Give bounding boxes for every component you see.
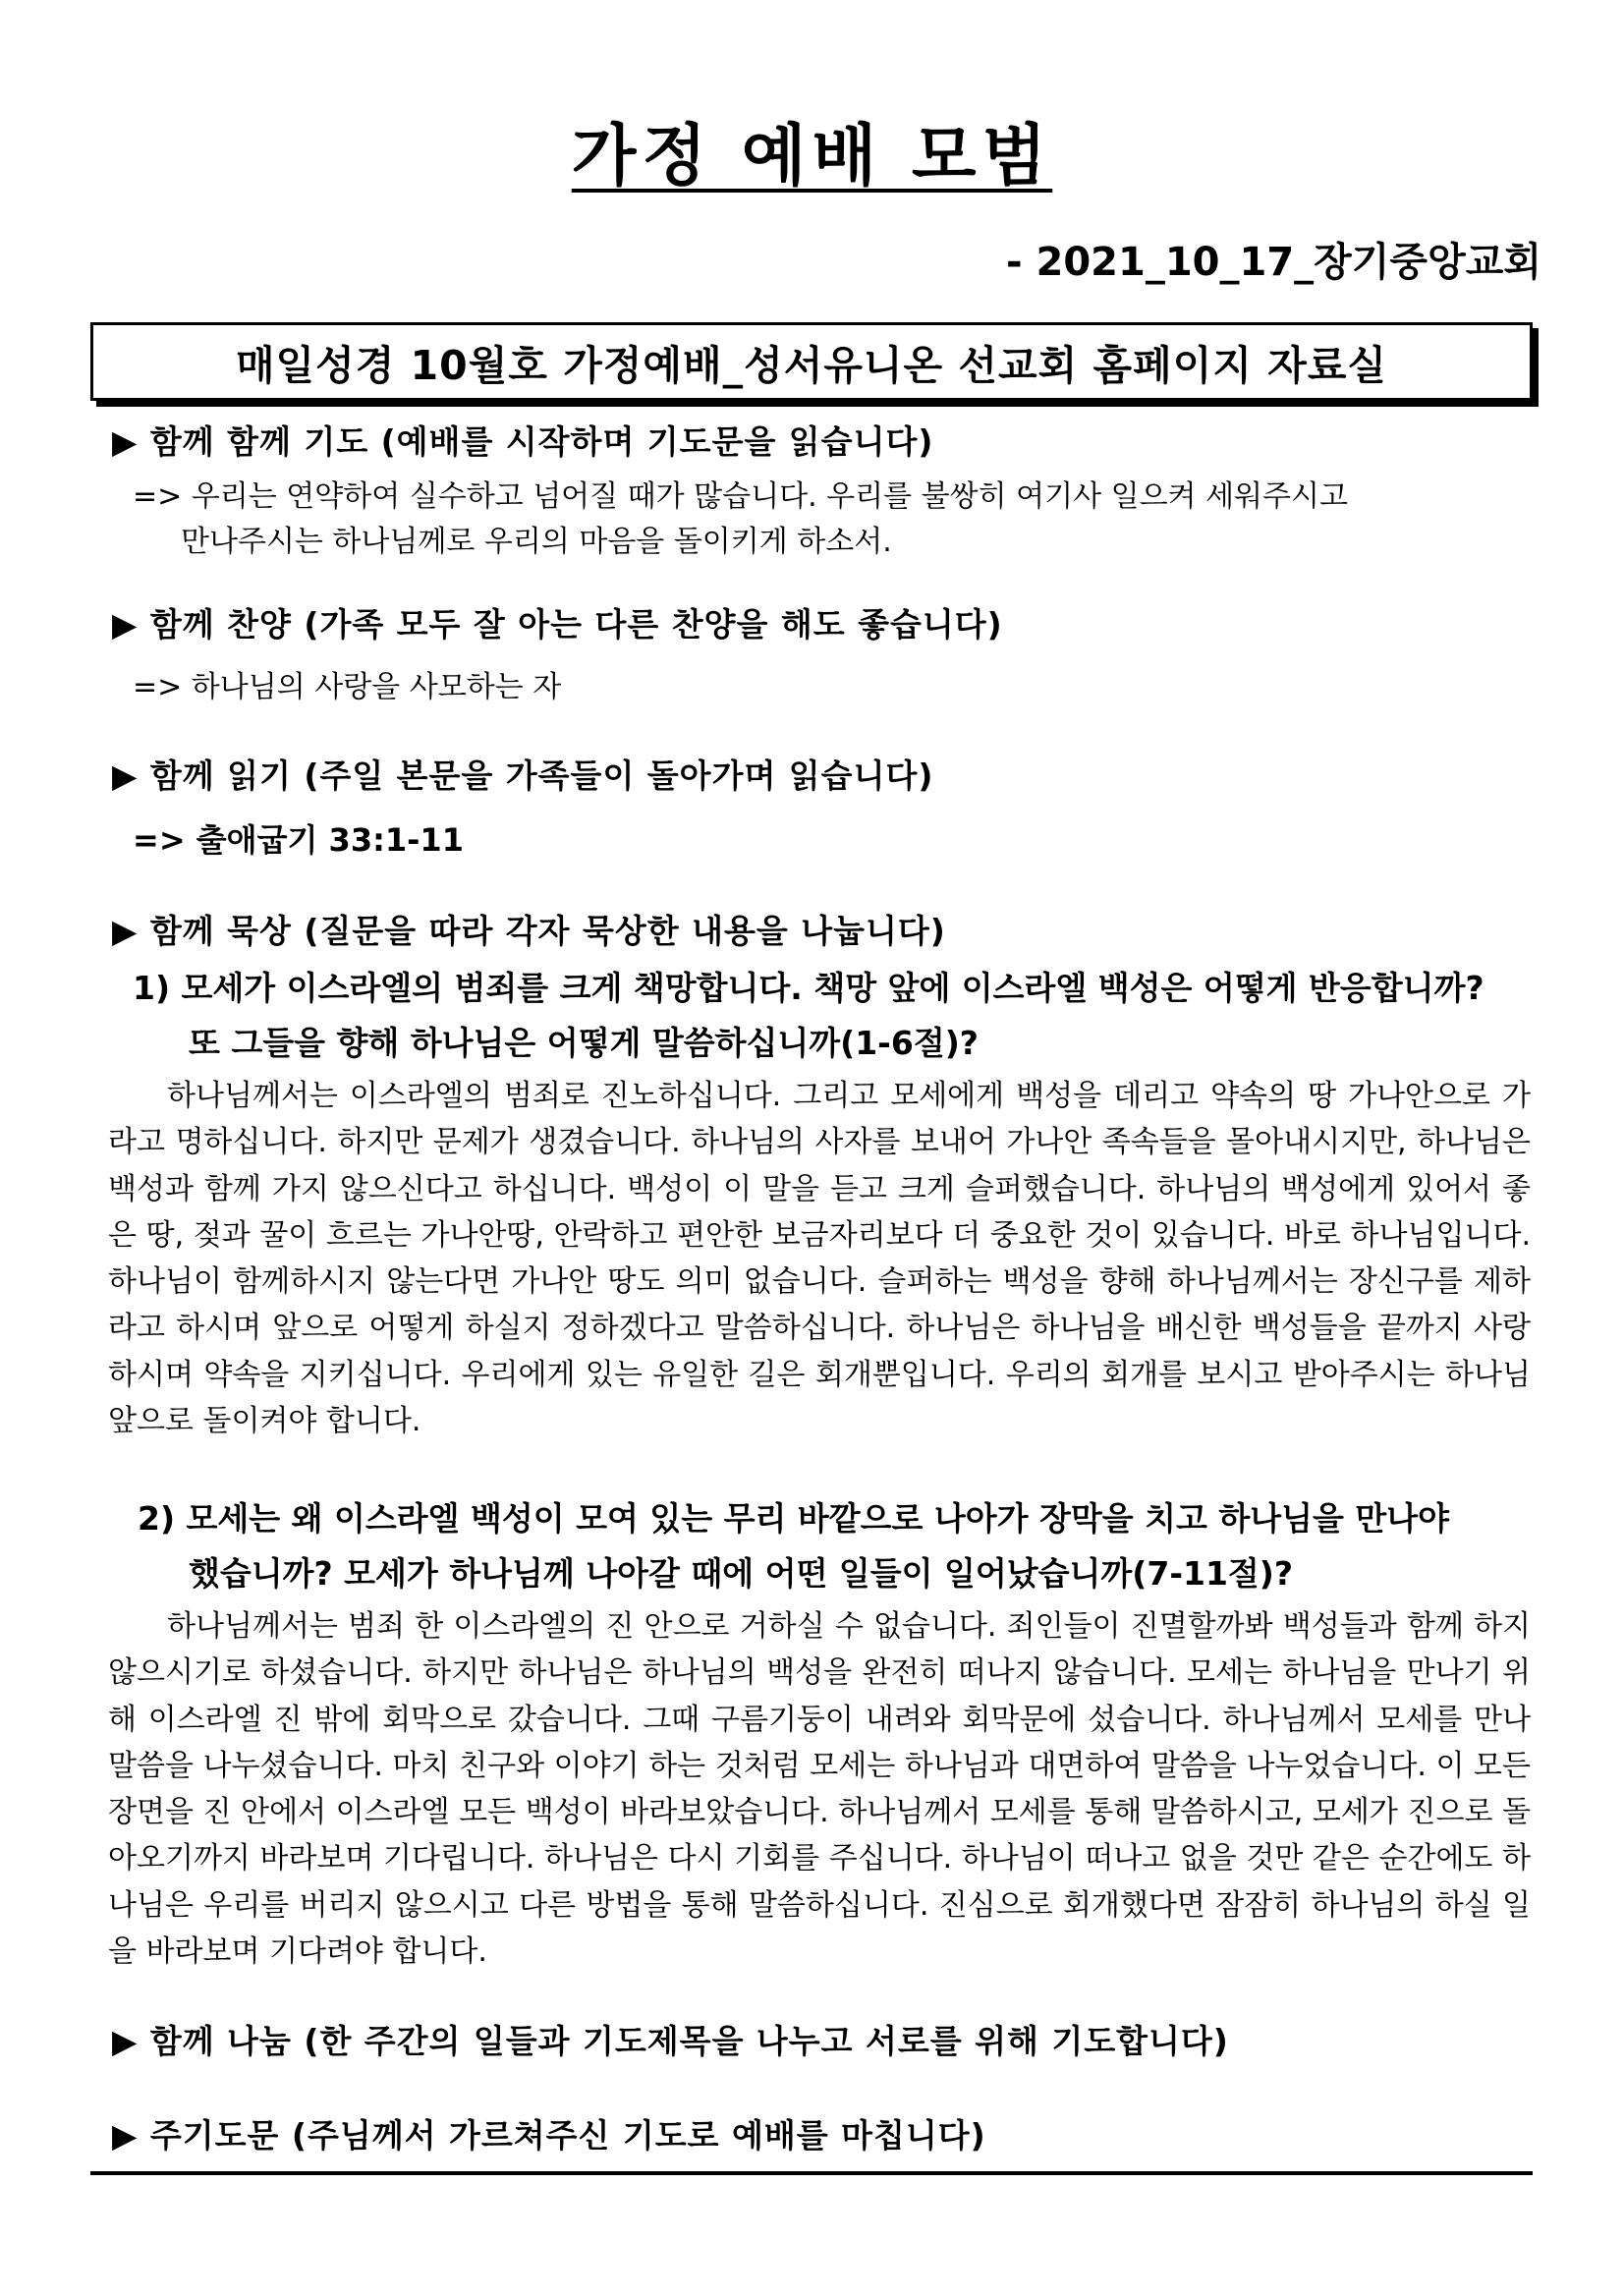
bottom-rule <box>90 2171 1533 2175</box>
question-1-line-2: 또 그들을 향해 하나님은 어떻게 말씀하십니까(1-6절)? <box>189 1024 979 1062</box>
heading-praise: ▶ 함께 찬양 (가족 모두 잘 아는 다른 찬양을 해도 좋습니다) <box>112 605 1003 644</box>
question-2-line-1: 2) 모세는 왜 이스라엘 백성이 모여 있는 무리 바깥으로 나아가 장막을 치고 하나님을 만나야 <box>138 1499 1450 1538</box>
page-title-text: 가정 예배 모범 <box>571 118 1053 196</box>
dateline: - 2021_10_17_장기중앙교회 <box>1005 240 1541 285</box>
heading-sharing: ▶ 함께 나눔 (한 주간의 일들과 기도제목을 나누고 서로를 위해 기도합니다) <box>112 2022 1229 2060</box>
praise-line-1: => 하나님의 사랑을 사모하는 자 <box>133 670 562 704</box>
heading-reading: ▶ 함께 읽기 (주일 본문을 가족들이 돌아가며 읽습니다) <box>112 756 934 795</box>
heading-prayer: ▶ 함께 함께 기도 (예배를 시작하며 기도문을 읽습니다) <box>112 422 934 461</box>
answer-2-paragraph: 하나님께서는 범죄 한 이스라엘의 진 안으로 거하실 수 없습니다. 죄인들이 진멸할까봐 백성들과 함께 하지 않으시기로 하셨습니다. 하지만 하나님은 하나님의 백성을 완전히 떠나지 않습니다. 모세는 하나님을 만나기 위해 이스라엘 진 밖에 회막으로 갔습니다. 그때 구름기둥이 내려와 회막문에 섰습니다. 하나님께서 모세를 만나 말씀을 나누셨습니다. 마치 친구와 이야기 하는 것처럼 모세는 하나님과 대면하여 말씀을 나누었습니다. 이 모든 장면을 진 안에서 이스라엘 모든 백성이 바라보았습니다. 하나님께서 모세를 통해 말씀하시고, 모세가 진으로 돌아오기까지 바라보며 기다립니다. 하나님은 다시 기회를 주십니다. 하나님이 떠나고 없을 것만 같은 순간에도 하나님은 우리를 버리지 않으시고 다른 방법을 통해 말씀하십니다. 진심으로 회개했다면 잠잠히 하나님의 하실 일을 바라보며 기다려야 합니다. <box>108 1609 1532 1970</box>
question-2-line-2: 했습니까? 모세가 하나님께 나아갈 때에 어떤 일들이 일어났습니까(7-11절)? <box>189 1554 1294 1593</box>
banner-box <box>90 322 1533 401</box>
prayer-line-1: => 우리는 연약하여 실수하고 넘어질 때가 많습니다. 우리를 불쌍히 여기사 일으켜 세워주시고 <box>133 479 1348 514</box>
page-title <box>0 103 1624 198</box>
banner-text: 매일성경 10월호 가정예배_성서유니온 선교회 홈페이지 자료실 <box>235 341 1388 389</box>
prayer-line-2: 만나주시는 하나님께로 우리의 마음을 돌이키게 하소서. <box>181 525 892 559</box>
heading-meditation: ▶ 함께 묵상 (질문을 따라 각자 묵상한 내용을 나눕니다) <box>112 912 946 950</box>
heading-lords-prayer: ▶ 주기도문 (주님께서 가르쳐주신 기도로 예배를 마칩니다) <box>112 2116 986 2155</box>
reading-passage: => 출애굽기 33:1-11 <box>133 821 464 859</box>
answer-1-paragraph: 하나님께서는 이스라엘의 범죄로 진노하십니다. 그리고 모세에게 백성을 데리고 약속의 땅 가나안으로 가라고 명하십니다. 하지만 문제가 생겼습니다. 하나님의 사자를 보내어 가나안 족속들을 몰아내시지만, 하나님은 백성과 함께 가지 않으신다고 하십니다. 백성이 이 말을 듣고 크게 슬퍼했습니다. 하나님의 백성에게 있어서 좋은 땅, 젖과 꿀이 흐르는 가나안땅, 안락하고 편안한 보금자리보다 더 중요한 것이 있습니다. 바로 하나님입니다. 하나님이 함께하시지 않는다면 가나안 땅도 의미 없습니다. 슬퍼하는 백성을 향해 하나님께서는 장신구를 제하라고 하시며 앞으로 어떻게 하실지 정하겠다고 말씀하십니다. 하나님은 하나님을 배신한 백성들을 끝까지 사랑하시며 약속을 지키십니다. 우리에게 있는 유일한 길은 회개뿐입니다. 우리의 회개를 보시고 받아주시는 하나님 앞으로 돌이켜야 합니다. <box>108 1079 1531 1439</box>
question-1-line-1: 1) 모세가 이스라엘의 범죄를 크게 책망합니다. 책망 앞에 이스라엘 백성은 어떻게 반응합니까? <box>133 969 1484 1007</box>
